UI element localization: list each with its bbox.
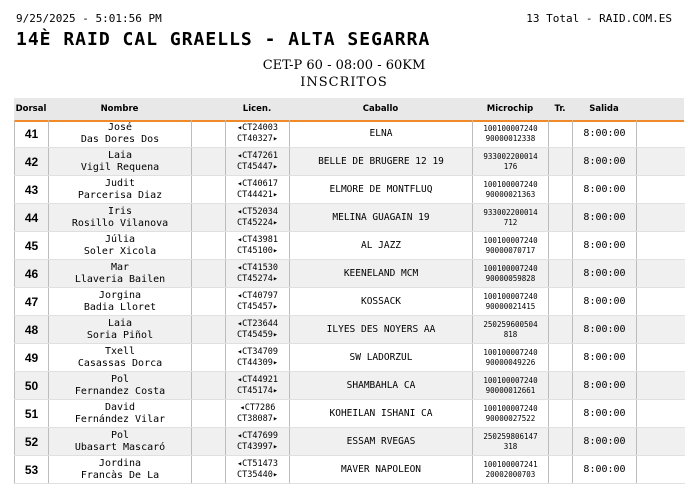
rider-last-name: Das Dores Dos bbox=[80, 133, 160, 145]
start-time: 8:00:00 bbox=[573, 288, 637, 316]
tr-cell bbox=[549, 456, 573, 484]
blank-cell bbox=[192, 148, 226, 176]
rider-name bbox=[49, 344, 192, 372]
rider-name bbox=[49, 372, 192, 400]
blank-cell bbox=[637, 456, 685, 484]
tr-cell bbox=[549, 148, 573, 176]
microchip-line-2: 90000049226 bbox=[485, 357, 536, 367]
license-cell bbox=[226, 148, 290, 176]
rider-first-name: José bbox=[107, 121, 133, 133]
blank-cell bbox=[192, 372, 226, 400]
dorsal-number: 46 bbox=[15, 260, 49, 288]
microchip-cell bbox=[473, 204, 549, 232]
microchip-cell bbox=[473, 400, 549, 428]
start-time: 8:00:00 bbox=[573, 120, 637, 148]
table-row bbox=[15, 288, 685, 316]
microchip-line-2: 318 bbox=[503, 441, 518, 451]
tr-cell bbox=[549, 344, 573, 372]
tr-cell bbox=[549, 204, 573, 232]
blank-cell bbox=[637, 344, 685, 372]
microchip-line-1: 100100007240 bbox=[483, 235, 538, 245]
table-header bbox=[14, 98, 684, 122]
rider-last-name: Ubasart Mascaró bbox=[74, 441, 166, 453]
microchip-cell bbox=[473, 260, 549, 288]
rider-first-name: Pol bbox=[110, 373, 130, 385]
license-horse: CT45457▸ bbox=[237, 301, 278, 312]
rider-last-name: Fernández Vilar bbox=[74, 413, 166, 425]
microchip-line-1: 100100007240 bbox=[483, 375, 538, 385]
rider-first-name: Iris bbox=[107, 205, 133, 217]
rider-first-name: Jorgina bbox=[98, 289, 142, 301]
tr-cell bbox=[549, 428, 573, 456]
start-time: 8:00:00 bbox=[573, 204, 637, 232]
dorsal-number: 47 bbox=[15, 288, 49, 316]
license-horse: CT45174▸ bbox=[237, 385, 278, 396]
license-horse: CT43997▸ bbox=[237, 441, 278, 452]
tr-cell bbox=[549, 176, 573, 204]
blank-cell bbox=[637, 260, 685, 288]
dorsal-number: 49 bbox=[15, 344, 49, 372]
tr-cell bbox=[549, 120, 573, 148]
microchip-line-1: 933002200014 bbox=[483, 151, 538, 161]
tr-cell bbox=[549, 400, 573, 428]
microchip-line-2: 176 bbox=[503, 161, 518, 171]
header-dorsal: Dorsal bbox=[15, 104, 47, 114]
header-caballo: Caballo bbox=[362, 104, 399, 114]
rider-first-name: Judit bbox=[104, 177, 136, 189]
horse-name: SHAMBAHLA CA bbox=[290, 372, 473, 400]
microchip-line-2: 90000021415 bbox=[485, 301, 536, 311]
blank-cell bbox=[637, 120, 685, 148]
license-rider: ◂CT40797 bbox=[237, 290, 278, 301]
license-cell bbox=[226, 344, 290, 372]
blank-cell bbox=[637, 288, 685, 316]
table-row bbox=[15, 316, 685, 344]
dorsal-number: 51 bbox=[15, 400, 49, 428]
rider-name bbox=[49, 232, 192, 260]
license-horse: CT45274▸ bbox=[237, 273, 278, 284]
table-row bbox=[15, 176, 685, 204]
rider-first-name: Laia bbox=[107, 317, 133, 329]
rider-first-name: Pol bbox=[110, 429, 130, 441]
microchip-cell bbox=[473, 372, 549, 400]
license-horse: CT45100▸ bbox=[237, 245, 278, 256]
rider-first-name: Mar bbox=[110, 261, 130, 273]
page-title: 14È RAID CAL GRAELLS - ALTA SEGARRA bbox=[16, 29, 431, 50]
start-time: 8:00:00 bbox=[573, 316, 637, 344]
microchip-line-1: 100100007240 bbox=[483, 123, 538, 133]
blank-cell bbox=[192, 400, 226, 428]
microchip-line-1: 250259806147 bbox=[483, 431, 538, 441]
blank-cell bbox=[192, 456, 226, 484]
microchip-cell bbox=[473, 176, 549, 204]
license-cell bbox=[226, 204, 290, 232]
license-cell bbox=[226, 372, 290, 400]
table-row bbox=[15, 428, 685, 456]
dorsal-number: 52 bbox=[15, 428, 49, 456]
rider-last-name: Casassas Dorca bbox=[77, 357, 163, 369]
rider-name bbox=[49, 456, 192, 484]
table-row bbox=[15, 372, 685, 400]
microchip-line-2: 90000059828 bbox=[485, 273, 536, 283]
license-cell bbox=[226, 288, 290, 316]
dorsal-number: 50 bbox=[15, 372, 49, 400]
microchip-line-1: 100100007241 bbox=[483, 459, 538, 469]
rider-last-name: Rosillo Vilanova bbox=[71, 217, 169, 229]
license-cell bbox=[226, 176, 290, 204]
license-horse: CT40327▸ bbox=[237, 133, 278, 144]
tr-cell bbox=[549, 372, 573, 400]
license-cell bbox=[226, 456, 290, 484]
section-title: INSCRITOS bbox=[300, 75, 388, 90]
blank-cell bbox=[637, 372, 685, 400]
table-row bbox=[15, 456, 685, 484]
horse-name: ILYES DES NOYERS AA bbox=[290, 316, 473, 344]
header-nombre: Nombre bbox=[100, 104, 139, 114]
blank-cell bbox=[192, 120, 226, 148]
horse-name: KOHEILAN ISHANI CA bbox=[290, 400, 473, 428]
blank-cell bbox=[192, 232, 226, 260]
rider-name bbox=[49, 204, 192, 232]
blank-cell bbox=[637, 176, 685, 204]
horse-name: BELLE DE BRUGERE 12 19 bbox=[290, 148, 473, 176]
blank-cell bbox=[637, 148, 685, 176]
rider-name bbox=[49, 316, 192, 344]
header-tr: Tr. bbox=[554, 104, 566, 114]
microchip-cell bbox=[473, 148, 549, 176]
rider-last-name: Llaveria Bailen bbox=[74, 273, 166, 285]
microchip-cell bbox=[473, 456, 549, 484]
start-time: 8:00:00 bbox=[573, 372, 637, 400]
blank-cell bbox=[192, 288, 226, 316]
license-rider: ◂CT7286 bbox=[239, 402, 276, 413]
rider-last-name: Fernandez Costa bbox=[74, 385, 166, 397]
license-rider: ◂CT43981 bbox=[237, 234, 278, 245]
rider-last-name: Francàs De La bbox=[80, 469, 160, 481]
license-rider: ◂CT40617 bbox=[237, 178, 278, 189]
license-cell bbox=[226, 120, 290, 148]
microchip-line-2: 90000070717 bbox=[485, 245, 536, 255]
start-time: 8:00:00 bbox=[573, 400, 637, 428]
license-horse: CT35440▸ bbox=[237, 469, 278, 480]
horse-name: ESSAM RVEGAS bbox=[290, 428, 473, 456]
license-rider: ◂CT47699 bbox=[237, 430, 278, 441]
microchip-line-1: 100100007240 bbox=[483, 263, 538, 273]
microchip-cell bbox=[473, 288, 549, 316]
rider-name bbox=[49, 176, 192, 204]
table-row bbox=[15, 120, 685, 148]
rider-last-name: Soler Xicola bbox=[83, 245, 157, 257]
dorsal-number: 53 bbox=[15, 456, 49, 484]
rider-name bbox=[49, 428, 192, 456]
microchip-line-1: 100100007240 bbox=[483, 291, 538, 301]
rider-last-name: Parcerisa Diaz bbox=[77, 189, 163, 201]
blank-cell bbox=[637, 400, 685, 428]
rider-name bbox=[49, 120, 192, 148]
horse-name: MELINA GUAGAIN 19 bbox=[290, 204, 473, 232]
microchip-line-2: 20002000703 bbox=[485, 469, 536, 479]
blank-cell bbox=[192, 204, 226, 232]
start-time: 8:00:00 bbox=[573, 456, 637, 484]
microchip-line-2: 712 bbox=[503, 217, 518, 227]
horse-name: SW LADORZUL bbox=[290, 344, 473, 372]
horse-name: MAVER NAPOLEON bbox=[290, 456, 473, 484]
microchip-cell bbox=[473, 232, 549, 260]
license-horse: CT38087▸ bbox=[237, 413, 278, 424]
dorsal-number: 41 bbox=[15, 120, 49, 148]
license-horse: CT44421▸ bbox=[237, 189, 278, 200]
microchip-cell bbox=[473, 120, 549, 148]
header-salida: Salida bbox=[589, 104, 619, 114]
dorsal-number: 48 bbox=[15, 316, 49, 344]
table-row bbox=[15, 232, 685, 260]
total-count: 13 Total - RAID.COM.ES bbox=[526, 12, 672, 25]
blank-cell bbox=[637, 204, 685, 232]
microchip-line-1: 250259600504 bbox=[483, 319, 538, 329]
event-subtitle: CET-P 60 - 08:00 - 60KM bbox=[262, 58, 426, 73]
rider-name bbox=[49, 260, 192, 288]
tr-cell bbox=[549, 232, 573, 260]
rider-first-name: David bbox=[104, 401, 136, 413]
start-time: 8:00:00 bbox=[573, 176, 637, 204]
rider-first-name: Jordina bbox=[98, 457, 142, 469]
license-rider: ◂CT44921 bbox=[237, 374, 278, 385]
license-rider: ◂CT47261 bbox=[237, 150, 278, 161]
microchip-line-2: 90000012661 bbox=[485, 385, 536, 395]
rider-last-name: Vigil Requena bbox=[80, 161, 160, 173]
microchip-line-1: 933002200014 bbox=[483, 207, 538, 217]
license-rider: ◂CT34709 bbox=[237, 346, 278, 357]
license-rider: ◂CT52034 bbox=[237, 206, 278, 217]
blank-cell bbox=[192, 316, 226, 344]
microchip-line-1: 100100007240 bbox=[483, 403, 538, 413]
dorsal-number: 45 bbox=[15, 232, 49, 260]
table-row bbox=[15, 148, 685, 176]
print-datetime: 9/25/2025 - 5:01:56 PM bbox=[16, 12, 162, 25]
rider-first-name: Laia bbox=[107, 149, 133, 161]
license-cell bbox=[226, 428, 290, 456]
license-rider: ◂CT51473 bbox=[237, 458, 278, 469]
microchip-line-2: 90000021363 bbox=[485, 189, 536, 199]
header-licen: Licen. bbox=[242, 104, 272, 114]
blank-cell bbox=[192, 428, 226, 456]
license-horse: CT45224▸ bbox=[237, 217, 278, 228]
rider-name bbox=[49, 148, 192, 176]
dorsal-number: 43 bbox=[15, 176, 49, 204]
start-time: 8:00:00 bbox=[573, 344, 637, 372]
tr-cell bbox=[549, 316, 573, 344]
microchip-line-2: 90000027522 bbox=[485, 413, 536, 423]
blank-cell bbox=[192, 260, 226, 288]
blank-cell bbox=[637, 232, 685, 260]
microchip-line-2: 90000012338 bbox=[485, 133, 536, 143]
start-time: 8:00:00 bbox=[573, 260, 637, 288]
table-row bbox=[15, 260, 685, 288]
license-cell bbox=[226, 232, 290, 260]
tr-cell bbox=[549, 260, 573, 288]
dorsal-number: 42 bbox=[15, 148, 49, 176]
table-row bbox=[15, 344, 685, 372]
license-rider: ◂CT41530 bbox=[237, 262, 278, 273]
rider-name bbox=[49, 400, 192, 428]
license-horse: CT44309▸ bbox=[237, 357, 278, 368]
microchip-cell bbox=[473, 344, 549, 372]
horse-name: KOSSACK bbox=[290, 288, 473, 316]
microchip-cell bbox=[473, 316, 549, 344]
table-row bbox=[15, 204, 685, 232]
table-row bbox=[15, 400, 685, 428]
horse-name: ELMORE DE MONTFLUQ bbox=[290, 176, 473, 204]
horse-name: KEENELAND MCM bbox=[290, 260, 473, 288]
blank-cell bbox=[637, 428, 685, 456]
dorsal-number: 44 bbox=[15, 204, 49, 232]
blank-cell bbox=[192, 344, 226, 372]
tr-cell bbox=[549, 288, 573, 316]
license-horse: CT45459▸ bbox=[237, 329, 278, 340]
license-rider: ◂CT24003 bbox=[237, 122, 278, 133]
microchip-cell bbox=[473, 428, 549, 456]
license-rider: ◂CT23644 bbox=[237, 318, 278, 329]
rider-first-name: Júlia bbox=[104, 233, 136, 245]
start-time: 8:00:00 bbox=[573, 232, 637, 260]
microchip-line-2: 818 bbox=[503, 329, 518, 339]
entries-table bbox=[14, 120, 685, 484]
blank-cell bbox=[637, 316, 685, 344]
rider-last-name: Badia Lloret bbox=[83, 301, 157, 313]
blank-cell bbox=[192, 176, 226, 204]
horse-name: ELNA bbox=[290, 120, 473, 148]
microchip-line-1: 100100007240 bbox=[483, 347, 538, 357]
license-cell bbox=[226, 400, 290, 428]
license-horse: CT45447▸ bbox=[237, 161, 278, 172]
license-cell bbox=[226, 316, 290, 344]
rider-last-name: Soria Piñol bbox=[86, 329, 154, 341]
license-cell bbox=[226, 260, 290, 288]
rider-name bbox=[49, 288, 192, 316]
rider-first-name: Txell bbox=[104, 345, 136, 357]
horse-name: AL JAZZ bbox=[290, 232, 473, 260]
start-time: 8:00:00 bbox=[573, 428, 637, 456]
start-time: 8:00:00 bbox=[573, 148, 637, 176]
header-microchip: Microchip bbox=[486, 104, 534, 114]
microchip-line-1: 100100007240 bbox=[483, 179, 538, 189]
